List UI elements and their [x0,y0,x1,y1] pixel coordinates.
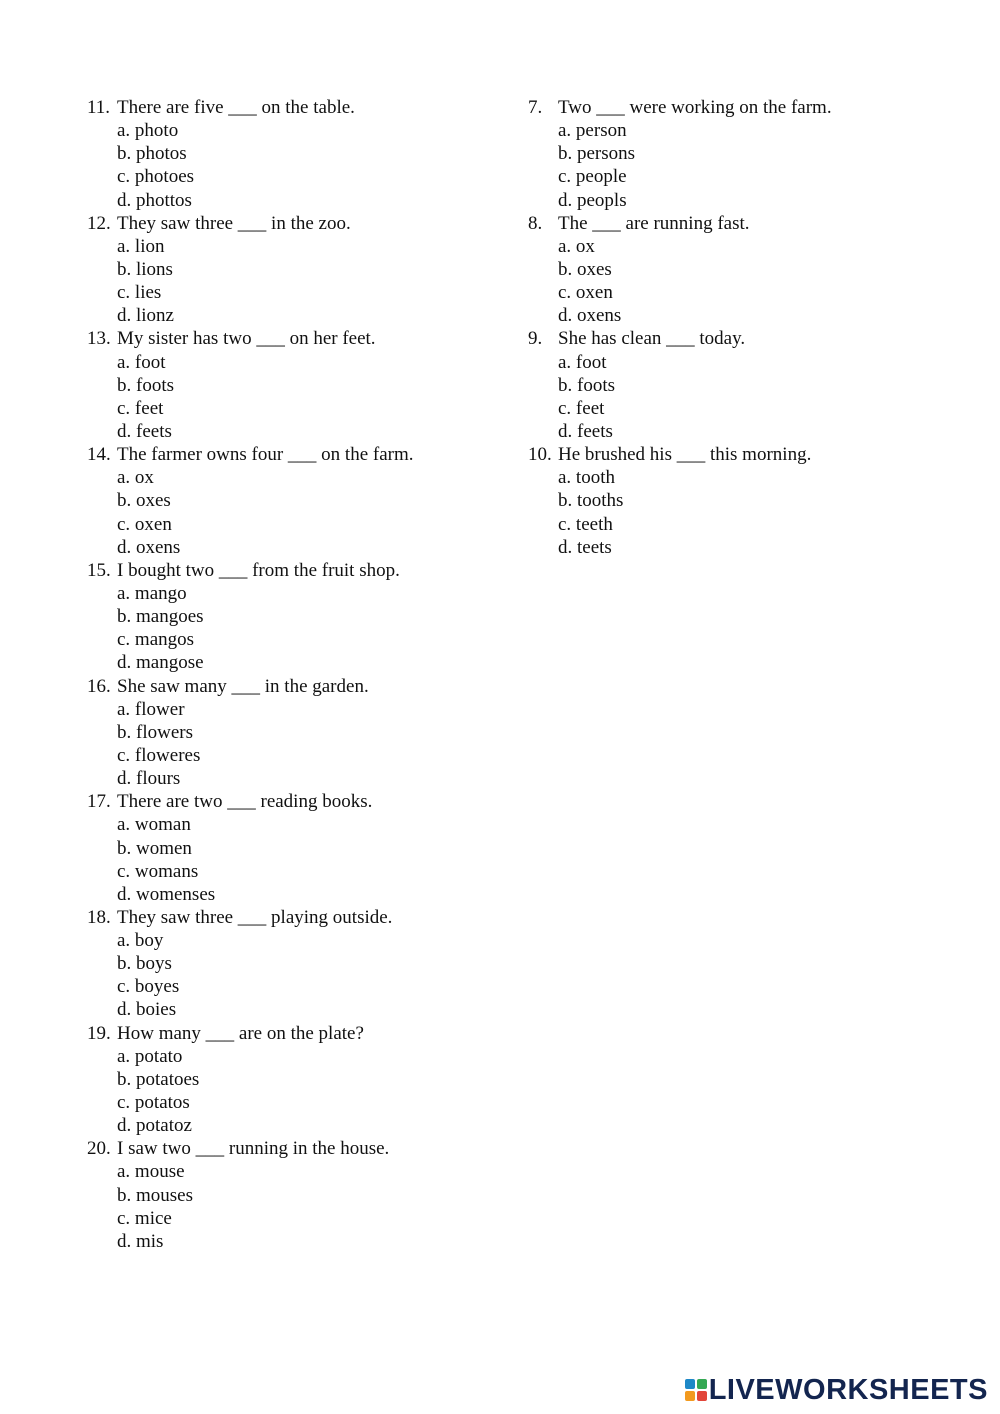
question-text: How many ___ are on the plate? [117,1022,364,1044]
question-10 [528,443,948,559]
question-text: My sister has two ___ on her feet. [117,328,376,350]
answer-option[interactable]: a. tooth [558,467,615,489]
question-stem [87,212,487,235]
answer-option[interactable]: b. lions [117,258,173,280]
question-number: 14. [87,444,111,466]
question-text: I saw two ___ running in the house. [117,1138,390,1160]
answer-option[interactable]: c. boyes [117,976,180,998]
question-number: 20. [87,1138,111,1160]
question-stem [87,96,487,119]
question-text: The farmer owns four ___ on the farm. [117,444,414,466]
answer-option[interactable]: d. oxens [117,536,181,558]
answer-option[interactable]: a. person [558,120,627,142]
answer-option[interactable]: b. photos [117,143,187,165]
question-7 [528,96,948,212]
answer-option[interactable]: d. womenses [117,883,216,905]
answer-option[interactable]: c. womans [117,860,199,882]
liveworksheets-logo[interactable] [685,1373,988,1406]
answer-option[interactable]: a. flower [117,698,185,720]
question-stem [528,212,948,235]
answer-option[interactable]: b. mouses [117,1184,193,1206]
answer-option[interactable]: b. flowers [117,721,193,743]
answer-option[interactable]: b. foots [117,374,174,396]
answer-option[interactable]: b. oxes [558,258,612,280]
question-number: 13. [87,328,111,350]
answer-option[interactable]: a. potato [117,1045,183,1067]
question-text: She has clean ___ today. [558,328,746,350]
question-9 [528,327,948,443]
question-number: 11. [87,97,111,118]
question-text: There are five ___ on the table. [117,97,355,118]
answer-option[interactable]: d. mis [117,1230,164,1252]
question-number: 19. [87,1022,111,1044]
question-number: 15. [87,559,111,581]
question-stem [528,96,948,119]
answer-option[interactable]: d. lionz [117,305,174,327]
answer-option[interactable]: b. mangoes [117,606,204,628]
logo-square-red [697,1391,707,1401]
answer-option[interactable]: a. mango [117,582,187,604]
answer-option[interactable]: a. boy [117,930,164,952]
logo-square-green [697,1379,707,1389]
answer-option[interactable]: c. oxen [117,513,172,535]
answer-option[interactable]: b. tooths [558,490,624,512]
right-question-column [528,96,948,559]
question-13 [87,327,487,443]
question-number: 8. [528,212,543,234]
question-stem [87,559,487,582]
left-question-column [87,96,487,1253]
question-text: Two ___ were working on the farm. [558,97,832,118]
question-stem [87,675,487,698]
answer-option[interactable]: c. photoes [117,166,195,188]
question-number: 18. [87,906,111,928]
answer-option[interactable]: a. woman [117,814,191,836]
answer-option[interactable]: b. oxes [117,490,171,512]
answer-option[interactable]: c. mice [117,1207,172,1229]
answer-option[interactable]: b. persons [558,143,636,165]
answer-option[interactable]: d. mangose [117,652,204,674]
answer-option[interactable]: c. floweres [117,744,201,766]
answer-option[interactable]: a. foot [558,351,607,373]
question-text: They saw three ___ in the zoo. [117,212,351,234]
answer-option[interactable]: c. lies [117,282,162,304]
liveworksheets-logo-icon [685,1379,707,1401]
question-stem [87,790,487,813]
question-11 [87,96,487,212]
question-20 [87,1137,487,1253]
answer-option[interactable]: a. ox [117,467,154,489]
answer-option[interactable]: d. potatoz [117,1115,192,1137]
question-stem [87,443,487,466]
answer-option[interactable]: a. ox [558,235,595,257]
answer-option[interactable]: c. people [558,166,627,188]
question-18 [87,906,487,1022]
question-text: They saw three ___ playing outside. [117,906,393,928]
answer-option[interactable]: a. photo [117,120,179,142]
question-text: He brushed his ___ this morning. [558,444,812,466]
question-number: 16. [87,675,111,697]
answer-option[interactable]: c. feet [117,397,164,419]
question-14 [87,443,487,559]
question-number: 17. [87,791,111,813]
answer-option[interactable]: c. teeth [558,513,613,535]
answer-option[interactable]: b. boys [117,953,172,975]
answer-option[interactable]: c. mangos [117,629,195,651]
answer-option[interactable]: c. potatos [117,1092,190,1114]
question-16 [87,675,487,791]
question-number: 10. [528,444,552,466]
question-text: I bought two ___ from the fruit shop. [117,559,400,581]
question-number: 7. [528,97,543,118]
question-19 [87,1022,487,1138]
answer-option[interactable]: c. oxen [558,282,613,304]
answer-option[interactable]: d. oxens [558,305,622,327]
answer-option[interactable]: d. flours [117,768,181,790]
answer-option[interactable]: a. lion [117,235,165,257]
answer-option[interactable]: d. phottos [117,189,192,211]
question-text: There are two ___ reading books. [117,791,373,813]
answer-option[interactable]: d. teets [558,536,612,558]
answer-option[interactable]: a. foot [117,351,166,373]
question-stem [528,327,948,350]
answer-option[interactable]: d. boies [117,999,177,1021]
question-number: 9. [528,328,543,350]
question-text: The ___ are running fast. [558,212,750,234]
question-stem [528,443,948,466]
logo-text: LIVEWORKSHEETS [708,1373,988,1406]
question-stem [87,906,487,929]
logo-square-blue [685,1379,695,1389]
answer-option[interactable]: b. foots [558,374,615,396]
answer-option[interactable]: d. peopls [558,189,627,211]
question-stem [87,1137,487,1160]
answer-option[interactable]: d. feets [558,420,613,442]
question-8 [528,212,948,328]
question-stem [87,1022,487,1045]
answer-option[interactable]: c. feet [558,397,605,419]
question-12 [87,212,487,328]
question-17 [87,790,487,906]
question-stem [87,327,487,350]
question-text: She saw many ___ in the garden. [117,675,369,697]
answer-option[interactable]: a. mouse [117,1161,185,1183]
answer-option[interactable]: b. potatoes [117,1068,200,1090]
logo-square-orange [685,1391,695,1401]
answer-option[interactable]: b. women [117,837,192,859]
answer-option[interactable]: d. feets [117,420,172,442]
question-number: 12. [87,212,111,234]
question-15 [87,559,487,675]
